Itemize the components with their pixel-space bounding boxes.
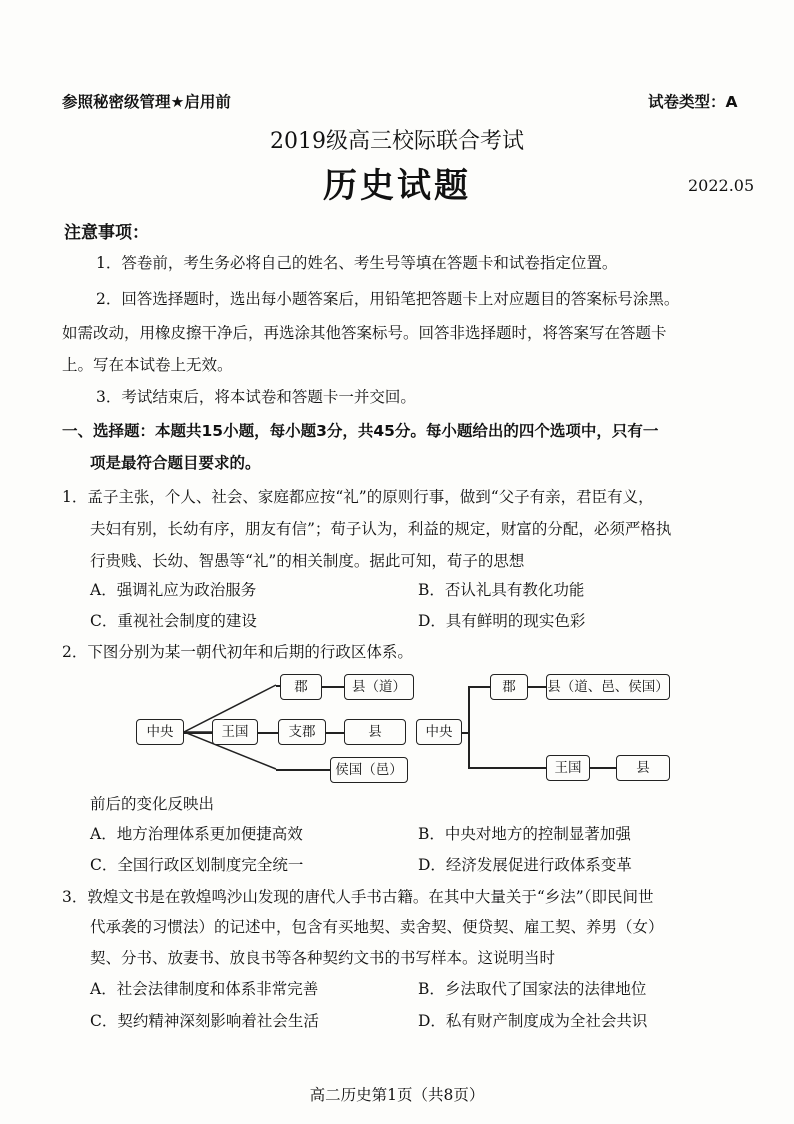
q1-option-d: D．具有鲜明的现实色彩 <box>418 612 586 630</box>
notice-heading: 注意事项： <box>64 223 149 243</box>
q2-stem-end: 前后的变化反映出 <box>90 795 215 813</box>
q3-option-d: D．私有财产制度成为全社会共识 <box>418 1012 648 1030</box>
page-title: 历史试题 <box>323 166 471 206</box>
notice-item-2-line-3: 上。写在本试卷上无效。 <box>62 356 233 374</box>
q1-option-c: C．重视社会制度的建设 <box>90 612 257 630</box>
q2-option-a: A．地方治理体系更加便捷高效 <box>90 825 303 843</box>
right-wangguo-box: 王国 <box>546 755 590 781</box>
left-center-box: 中央 <box>136 719 184 745</box>
q1-option-a: A．强调礼应为政治服务 <box>90 581 257 599</box>
q3-stem-line-3: 契、分书、放妻书、放良书等各种契约文书的书写样本。这说明当时 <box>90 949 556 967</box>
right-jun-box: 郡 <box>490 674 528 700</box>
q2-stem-line-1: 2．下图分别为某一朝代初年和后期的行政区体系。 <box>62 643 413 661</box>
right-xian-box: 县 <box>616 755 670 781</box>
q2-option-b: B．中央对地方的控制显著加强 <box>418 825 631 843</box>
q1-stem-line-2: 夫妇有别，长幼有序，朋友有信”；荀子认为，利益的规定，财富的分配，必须严格执 <box>90 520 672 538</box>
q3-option-a: A．社会法律制度和体系非常完善 <box>90 980 319 998</box>
notice-item-2-line-2: 如需改动，用橡皮擦干净后，再选涂其他答案标号。回答非选择题时，将答案写在答题卡 <box>62 324 667 342</box>
paper-type-label: 试卷类型：A <box>648 93 738 111</box>
exam-date: 2022.05 <box>688 176 755 195</box>
secrecy-label: 参照秘密级管理★启用前 <box>62 93 231 111</box>
left-zhijun-box: 支郡 <box>278 719 326 745</box>
left-xian-box: 县 <box>344 719 406 745</box>
page-footer: 高二历史第1页（共8页） <box>309 1086 485 1104</box>
q3-option-b: B．乡法取代了国家法的法律地位 <box>418 980 647 998</box>
q3-stem-line-1: 3．敦煌文书是在敦煌鸣沙山发现的唐代人手书古籍。在其中大量关于“乡法”（即民间世 <box>62 888 654 906</box>
section-heading-line-2: 项是最符合题目要求的。 <box>90 454 261 472</box>
notice-item-1: 1．答卷前，考生务必将自己的姓名、考生号等填在答题卡和试卷指定位置。 <box>96 254 618 272</box>
q2-option-d: D．经济发展促进行政体系变革 <box>418 856 632 874</box>
q3-option-c: C．契约精神深刻影响着社会生活 <box>90 1012 319 1030</box>
section-heading-line-1: 一、选择题：本题共15小题，每小题3分，共45分。每小题给出的四个选项中，只有一 <box>62 422 659 440</box>
q3-stem-line-2: 代承袭的习惯法）的记述中，包含有买地契、卖舍契、便贷契、雇工契、养男（女） <box>90 918 664 936</box>
right-xian-multi-box: 县（道、邑、侯国） <box>546 674 670 700</box>
q1-stem-line-3: 行贵贱、长幼、智愚等“礼”的相关制度。据此可知，荀子的思想 <box>90 552 525 570</box>
left-wangguo-box: 王国 <box>212 719 258 745</box>
right-center-box: 中央 <box>416 719 462 745</box>
exam-name: 2019级高三校际联合考试 <box>270 129 524 154</box>
notice-item-3: 3．考试结束后，将本试卷和答题卡一并交回。 <box>96 388 416 406</box>
q1-stem-line-1: 1．孟子主张，个人、社会、家庭都应按“礼”的原则行事，做到“父子有亲，君臣有义， <box>62 488 654 506</box>
administrative-diagram <box>130 665 690 795</box>
left-houguo-box: 侯国（邑） <box>330 757 408 783</box>
left-jun-box: 郡 <box>280 674 322 700</box>
q1-option-b: B．否认礼具有教化功能 <box>418 581 585 599</box>
notice-item-2-line-1: 2．回答选择题时，选出每小题答案后，用铅笔把答题卡上对应题目的答案标号涂黑。 <box>96 290 680 308</box>
left-xian-dao-box: 县（道） <box>344 674 414 700</box>
q2-option-c: C．全国行政区划制度完全统一 <box>90 856 304 874</box>
